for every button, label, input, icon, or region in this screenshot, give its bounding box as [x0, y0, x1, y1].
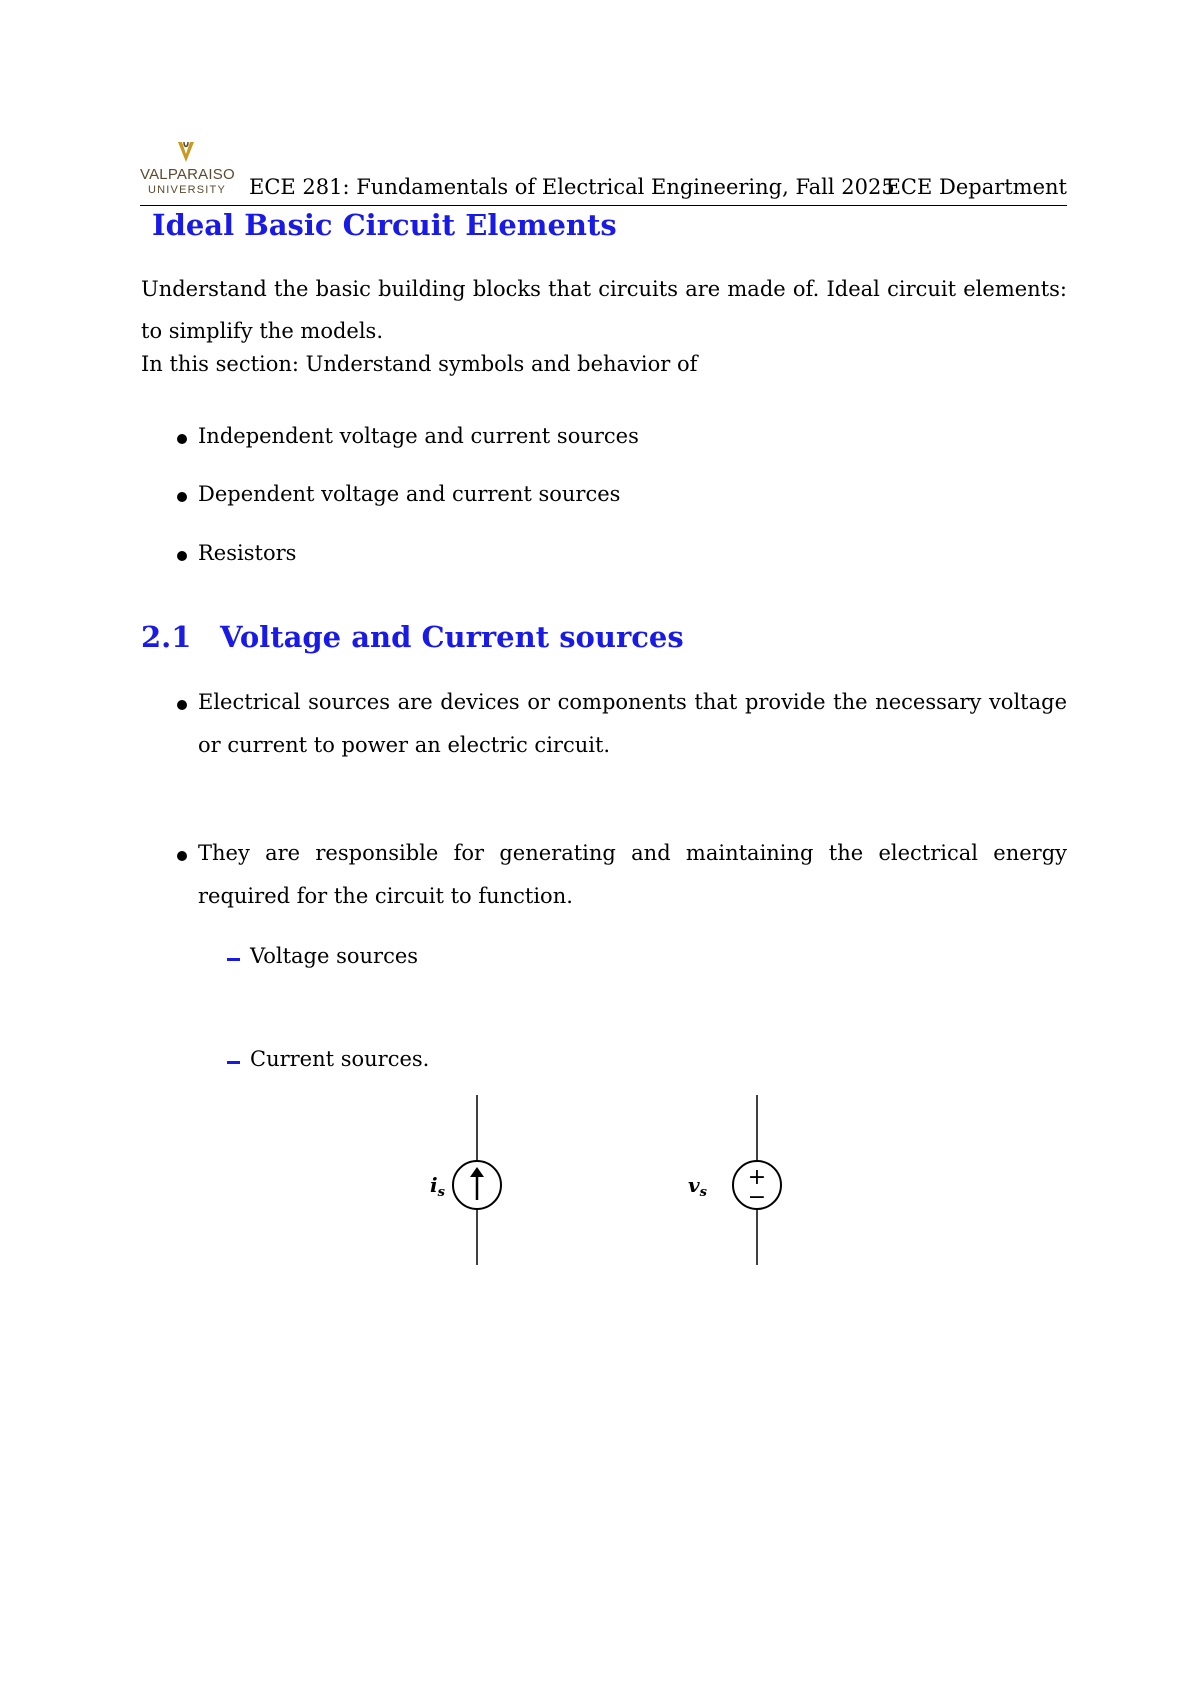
header-rule [140, 205, 1067, 206]
section-heading [141, 620, 684, 654]
arrow-up-icon [470, 1167, 484, 1177]
bullet-icon [177, 700, 187, 710]
university-logo [140, 140, 235, 200]
voltage-source-label: $v_s$ [688, 1173, 707, 1200]
sub-list-item: Current sources. [250, 1047, 430, 1071]
list-item: Electrical sources are devices or components that provide the necessary voltage or current to power an electric circuit. [198, 690, 1067, 757]
logo-line2: UNIVERSITY [148, 184, 227, 196]
dash-icon [227, 1061, 240, 1064]
bullet-icon [177, 434, 187, 444]
bullet-icon [177, 492, 187, 502]
plus-sign: + [747, 1165, 767, 1190]
intro-lead: In this section: Understand symbols and behavior of [141, 352, 698, 376]
sub-list-item: Voltage sources [250, 944, 419, 968]
intro-paragraph: Understand the basic building blocks that circuits are made of. Ideal circuit elements: to simplify the models. [141, 277, 1067, 343]
list-item: Resistors [198, 541, 297, 565]
crest-icon [174, 140, 198, 164]
course-title: ECE 281: Fundamentals of Electrical Engineering, Fall 2025 [249, 175, 895, 199]
minus-sign: − [747, 1185, 767, 1210]
logo-line1: VALPARAISO [140, 166, 235, 183]
bullet-icon [177, 851, 187, 861]
voltage-source-symbol [688, 1095, 781, 1265]
source-symbols-figure [400, 1095, 820, 1275]
list-item: They are responsible for generating and maintaining the electrical energy required for the circuit to function. [198, 841, 1067, 908]
dash-icon [227, 958, 240, 961]
bullet-icon [177, 551, 187, 561]
current-source-symbol [430, 1095, 501, 1265]
current-source-label: $i_s$ [430, 1173, 445, 1200]
section-number: 2.1 [141, 620, 192, 654]
list-item: Dependent voltage and current sources [198, 482, 621, 506]
department-label: ECE Department [885, 175, 1067, 199]
page-title: Ideal Basic Circuit Elements [152, 208, 617, 242]
list-item: Independent voltage and current sources [198, 424, 639, 448]
section-title: Voltage and Current sources [220, 620, 684, 654]
